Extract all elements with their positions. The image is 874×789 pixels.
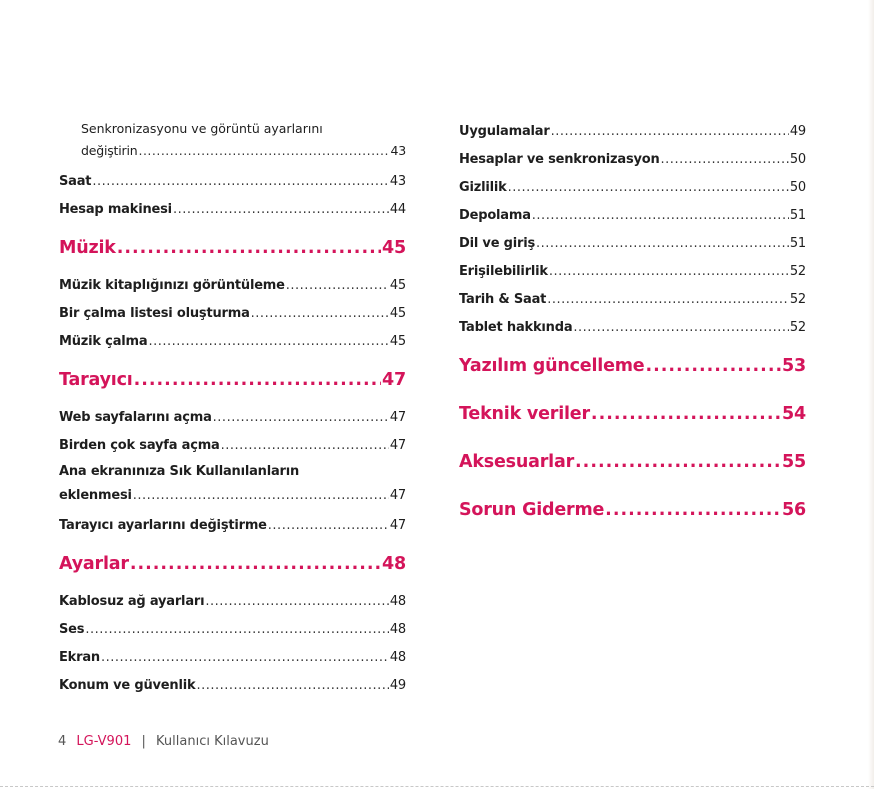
toc-page-number: 51 — [789, 236, 806, 251]
toc-page-number: 47 — [389, 438, 406, 453]
toc-section-label: Teknik veriler — [459, 404, 590, 424]
leader-dots — [92, 168, 389, 196]
page-footer — [58, 734, 275, 749]
toc-section-aksesuarlar[interactable] — [459, 438, 806, 486]
toc-entry-line: Ana ekranınıza Sık Kullanılanların — [59, 464, 300, 479]
toc-entry-label: Depolama — [459, 208, 531, 223]
leader-dots — [268, 512, 389, 540]
toc-page-number: 43 — [389, 174, 406, 189]
toc-page-number: 44 — [389, 202, 406, 217]
toc-entry[interactable] — [59, 588, 406, 616]
leader-dots — [205, 588, 388, 616]
toc-section-tarayici[interactable] — [59, 356, 406, 404]
toc-page-number: 49 — [789, 124, 806, 139]
toc-entry-label: Müzik kitaplığınızı görüntüleme — [59, 278, 285, 293]
toc-page-number: 49 — [389, 678, 406, 693]
toc-entry-label: Gizlilik — [459, 180, 507, 195]
toc-entry[interactable] — [59, 672, 406, 700]
toc-entry-label: Konum ve güvenlik — [59, 678, 196, 693]
leader-dots — [85, 616, 389, 644]
toc-page-number: 45 — [389, 334, 406, 349]
toc-entry[interactable] — [459, 202, 806, 230]
toc-entry-label: Tablet hakkında — [459, 320, 573, 335]
toc-entry-label: Tarayıcı ayarlarını değiştirme — [59, 518, 267, 533]
toc-entry[interactable] — [59, 328, 406, 356]
toc-entry[interactable] — [459, 258, 806, 286]
toc-entry-saat[interactable] — [59, 168, 406, 196]
toc-section-label: Sorun Giderme — [459, 500, 605, 520]
toc-section-muzik[interactable] — [59, 224, 406, 272]
toc-entry[interactable] — [59, 404, 406, 432]
toc-entry[interactable] — [59, 644, 406, 672]
toc-entry[interactable] — [459, 314, 806, 342]
leader-dots — [575, 438, 781, 486]
toc-section-page: 54 — [782, 404, 806, 424]
toc-entry-hesap-makinesi[interactable] — [59, 196, 406, 224]
leader-dots — [549, 258, 789, 286]
toc-section-ayarlar[interactable] — [59, 540, 406, 588]
bottom-divider — [0, 786, 874, 787]
toc-page-number: 48 — [389, 594, 406, 609]
toc-entry-label: Hesaplar ve senkronizasyon — [459, 152, 660, 167]
toc-section-sorun-giderme[interactable] — [459, 486, 806, 534]
leader-dots — [645, 342, 781, 390]
toc-entry[interactable] — [59, 484, 406, 508]
toc-entry-label: Erişilebilirlik — [459, 264, 548, 279]
toc-page-number: 47 — [389, 518, 406, 533]
toc-page-number: 48 — [389, 650, 406, 665]
toc-entry-label: eklenmesi — [59, 488, 132, 503]
toc-page-number: 48 — [389, 622, 406, 637]
toc-section-page: 45 — [382, 238, 406, 258]
toc-page-number: 50 — [789, 152, 806, 167]
toc-subentry-label: değiştirin — [81, 143, 138, 158]
toc-entry[interactable] — [59, 272, 406, 300]
toc-page-number: 52 — [789, 292, 806, 307]
leader-dots — [130, 540, 381, 588]
toc-entry[interactable] — [59, 300, 406, 328]
toc-entry[interactable] — [459, 286, 806, 314]
leader-dots — [213, 404, 389, 432]
toc-entry-label: Tarih & Saat — [459, 292, 547, 307]
toc-section-label: Yazılım güncelleme — [459, 356, 645, 376]
leader-dots — [117, 224, 381, 272]
toc-section-page: 48 — [382, 554, 406, 574]
toc-section-teknik-veriler[interactable] — [459, 390, 806, 438]
toc-entry-label: Birden çok sayfa açma — [59, 438, 220, 453]
toc-subentry[interactable] — [59, 140, 406, 162]
toc-section-label: Ayarlar — [59, 554, 129, 574]
leader-dots — [251, 300, 389, 328]
leader-dots — [133, 484, 389, 508]
toc-entry-label: Saat — [59, 174, 92, 189]
leader-dots — [286, 272, 389, 300]
leader-dots — [605, 486, 781, 534]
toc-entry-label: Uygulamalar — [459, 124, 550, 139]
toc-page-number: 47 — [389, 410, 406, 425]
toc-entry-label: Bir çalma listesi oluşturma — [59, 306, 250, 321]
toc-entry[interactable] — [459, 146, 806, 174]
toc-right-column — [459, 118, 806, 534]
toc-page-number: 45 — [389, 306, 406, 321]
toc-section-label: Müzik — [59, 238, 116, 258]
toc-entry-label: Hesap makinesi — [59, 202, 172, 217]
footer-model: LG-V901 — [76, 734, 132, 749]
footer-separator: | — [141, 734, 146, 749]
toc-entry[interactable] — [59, 512, 406, 540]
toc-entry-label: Ses — [59, 622, 85, 637]
leader-dots — [532, 202, 789, 230]
footer-guide-title: Kullanıcı Kılavuzu — [156, 734, 269, 749]
leader-dots — [138, 140, 389, 162]
toc-page-number: 51 — [789, 208, 806, 223]
leader-dots — [661, 146, 789, 174]
toc-section-page: 56 — [782, 500, 806, 520]
toc-page-number: 52 — [789, 320, 806, 335]
leader-dots — [573, 314, 788, 342]
toc-entry[interactable] — [459, 230, 806, 258]
leader-dots — [221, 432, 389, 460]
toc-subentry-line: Senkronizasyonu ve görüntü ayarlarını — [81, 121, 323, 136]
page-edge-shade — [868, 0, 874, 789]
toc-section-label: Aksesuarlar — [459, 452, 575, 472]
toc-page-number: 43 — [390, 143, 406, 158]
toc-section-page: 47 — [382, 370, 406, 390]
toc-entry[interactable] — [459, 174, 806, 202]
leader-dots — [591, 390, 781, 438]
toc-entry-label: Dil ve giriş — [459, 236, 536, 251]
toc-entry[interactable] — [59, 432, 406, 460]
footer-page-number: 4 — [58, 734, 67, 749]
toc-section-yazilim-guncelleme[interactable] — [459, 342, 806, 390]
toc-entry-label: Kablosuz ağ ayarları — [59, 594, 205, 609]
toc-entry[interactable] — [59, 616, 406, 644]
leader-dots — [536, 230, 789, 258]
leader-dots — [148, 328, 388, 356]
toc-entry-label: Ekran — [59, 650, 100, 665]
toc-page-number: 47 — [389, 488, 406, 503]
leader-dots — [134, 356, 381, 404]
toc-left-column — [59, 118, 406, 700]
leader-dots — [551, 118, 789, 146]
toc-page-number: 52 — [789, 264, 806, 279]
leader-dots — [508, 174, 789, 202]
leader-dots — [196, 672, 388, 700]
toc-page-number: 45 — [389, 278, 406, 293]
toc-section-page: 53 — [782, 356, 806, 376]
leader-dots — [101, 644, 389, 672]
toc-section-page: 55 — [782, 452, 806, 472]
toc-entry[interactable] — [459, 118, 806, 146]
toc-page-number: 50 — [789, 180, 806, 195]
toc-entry-label: Müzik çalma — [59, 334, 148, 349]
leader-dots — [547, 286, 789, 314]
toc-entry-label: Web sayfalarını açma — [59, 410, 212, 425]
leader-dots — [173, 196, 389, 224]
toc-section-label: Tarayıcı — [59, 370, 133, 390]
